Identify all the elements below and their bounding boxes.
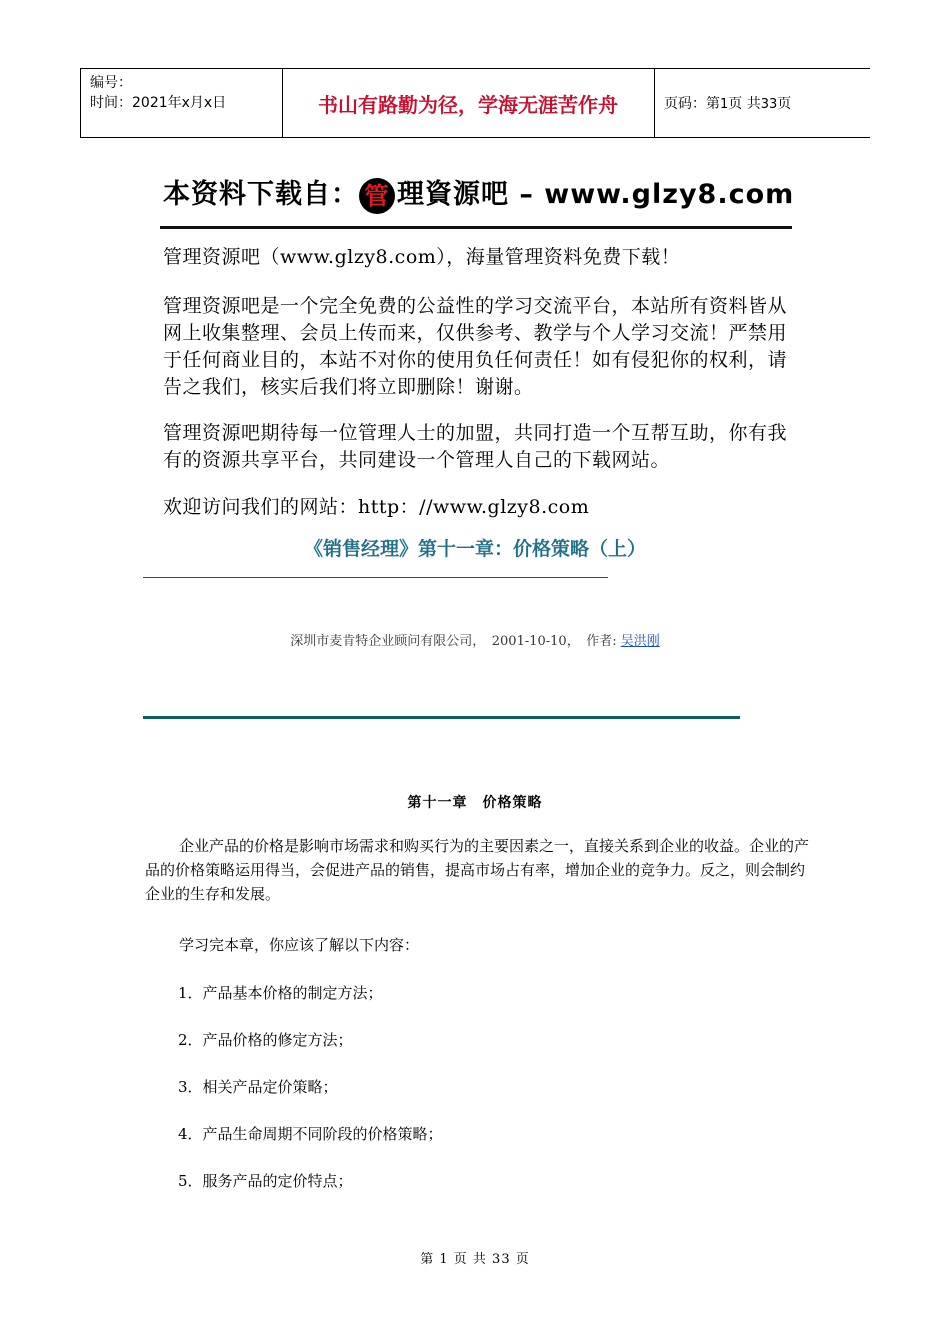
header-table [80, 68, 870, 138]
page-prefix: 页码：第 [664, 96, 720, 112]
banner-title-suffix: 理資源吧 – www.glzy8.com [397, 179, 795, 210]
article-byline [0, 630, 950, 649]
page-suffix: 页 [777, 96, 792, 112]
time-label: 时间：2021年x月x日 [90, 95, 227, 111]
banner-line-1: 管理资源吧（www.glzy8.com），海量管理资料免费下载！ [163, 246, 681, 268]
banner-divider [160, 226, 792, 229]
title-underline [143, 577, 608, 578]
list-item: 2．产品价格的修定方法； [178, 1031, 353, 1049]
header-motto: 书山有路勤为径，学海无涯苦作舟 [318, 93, 618, 117]
banner-website-line: 欢迎访问我们的网站：http：//www.glzy8.com [163, 496, 590, 518]
article-title: 《销售经理》第十一章：价格策略（上） [303, 538, 646, 560]
header-border-left [80, 69, 81, 137]
page-current: 1 [720, 97, 729, 112]
number-label: 编号： [90, 75, 132, 91]
list-item: 4．产品生命周期不同阶段的价格策略； [178, 1125, 443, 1143]
header-meta [90, 73, 226, 113]
page-footer: 第 1 页 共 33 页 [420, 1252, 530, 1267]
page-total: 33 [760, 97, 778, 112]
learn-paragraph: 学习完本章，你应该了解以下内容： [179, 936, 420, 954]
list-item: 1．产品基本价格的制定方法； [178, 984, 383, 1002]
header-divider-2 [654, 69, 655, 137]
list-item: 5．服务产品的定价特点； [178, 1172, 353, 1190]
byline-divider [143, 716, 740, 719]
header-page-info [664, 93, 791, 113]
page-mid: 页 共 [728, 96, 761, 112]
banner-title-prefix: 本资料下载自： [163, 179, 359, 210]
list-item: 3．相关产品定价策略； [178, 1078, 338, 1096]
intro-paragraph: 企业产品的价格是影响市场需求和购买行为的主要因素之一，直接关系到企业的收益。企业的产品的价格策略运用得当，会促进产品的销售，提高市场占有率，增加企业的竞争力。反之，则会制约企业的生存和发展。 [145, 837, 810, 903]
author-link[interactable]: 吴洪刚 [620, 634, 660, 649]
chapter-heading: 第十一章 价格策略 [407, 795, 543, 811]
byline-text: 深圳市麦肯特企业顾问有限公司， 2001-10-10， 作者: [290, 634, 621, 649]
banner-title [163, 172, 794, 214]
banner-paragraph-2: 管理资源吧是一个完全免费的公益性的学习交流平台，本站所有资料皆从网上收集整理、会员上传而来，仅供参考、教学与个人学习交流！严禁用于任何商业目的，本站不对你的使用负任何责任！如有侵犯你的权利，请告之我们，核实后我们将立即删除！谢谢。 [163, 295, 788, 398]
banner-paragraph-3: 管理资源吧期待每一位管理人士的加盟，共同打造一个互帮互助，你有我有的资源共享平台，共同建设一个管理人自己的下载网站。 [163, 422, 788, 471]
logo-icon: 管 [359, 178, 395, 214]
